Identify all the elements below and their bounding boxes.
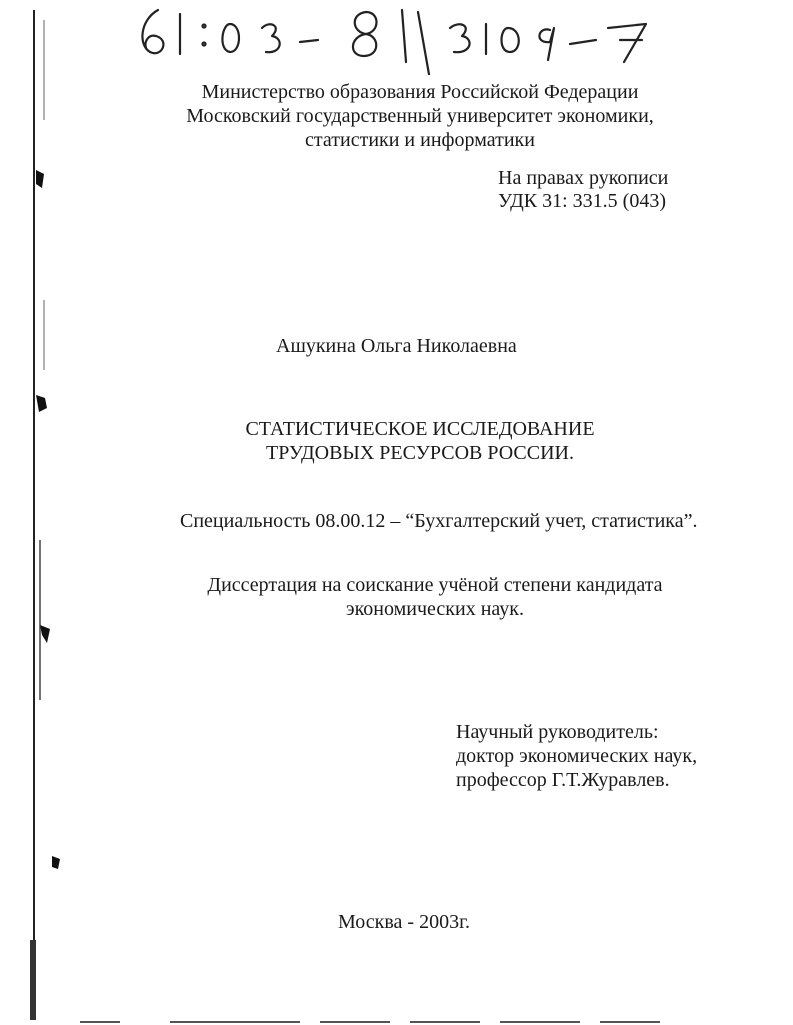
scan-blot xyxy=(36,395,47,412)
scan-blot xyxy=(52,856,60,869)
handwritten-catalog-code xyxy=(130,0,690,75)
dissertation-title xyxy=(170,417,670,465)
city-year: Москва - 2003г. xyxy=(338,911,471,933)
title-line: СТАТИСТИЧЕСКОЕ ИССЛЕДОВАНИЕ xyxy=(245,418,595,440)
advisor-degree: доктор экономических наук, xyxy=(456,745,698,767)
scan-edge-artifacts xyxy=(0,0,60,1025)
degree-line: экономических наук. xyxy=(346,598,524,620)
udc-code: УДК 31: 331.5 (043) xyxy=(498,190,666,212)
scan-blot xyxy=(36,170,44,188)
manuscript-rights-block xyxy=(498,167,668,213)
university-line: Московский государственный университет экономики, xyxy=(186,105,654,127)
title-line: ТРУДОВЫХ РЕСУРСОВ РОССИИ. xyxy=(266,442,574,464)
handwritten-code-text: 61: 03-8/3109-7 xyxy=(130,70,137,71)
degree-line: Диссертация на соискание учёной степени кандидата xyxy=(207,574,663,596)
advisor-name: профессор Г.Т.Журавлев. xyxy=(456,769,670,791)
ministry-line: Министерство образования Российской Федерации xyxy=(201,81,639,103)
manuscript-rights: На правах рукописи xyxy=(498,167,669,189)
ministry-header xyxy=(150,80,690,152)
scan-bottom-noise xyxy=(60,1018,760,1025)
university-line-cont: статистики и информатики xyxy=(305,129,535,151)
scan-blot xyxy=(40,625,50,643)
specialty: Специальность 08.00.12 – “Бухгалтерский учет, статистика”. xyxy=(180,510,698,532)
scientific-advisor xyxy=(456,720,697,792)
degree-statement xyxy=(180,573,690,621)
advisor-label: Научный руководитель: xyxy=(456,721,659,743)
author-name: Ашукина Ольга Николаевна xyxy=(276,335,517,357)
